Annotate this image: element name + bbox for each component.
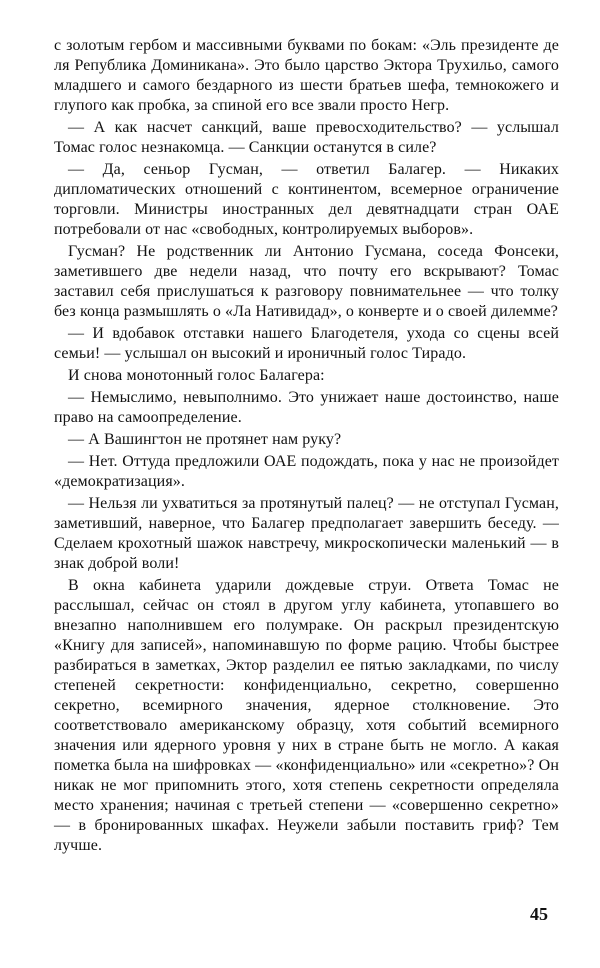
paragraph-6: И снова монотонный голос Балагера: (68, 367, 325, 384)
paragraph-3: — Да, сеньор Гусман, — ответил Балагер. — Никаких дипломатических отношений с континентом, всемерное ограничение торговли. Министры иностранных дел девятнадцати стран ОАЕ потребовали от нас «свободных, контролируемых выборов». (54, 161, 559, 238)
paragraph-7: — Немыслимо, невыполнимо. Это унижает наше достоинство, наше право на самоопределение. (54, 389, 559, 426)
paragraph-8: — А Вашингтон не протянет нам руку? (68, 431, 342, 448)
paragraph-5: — И вдобавок отставки нашего Благодетеля, ухода со сцены всей семьи! — услышал он высокий и ироничный голос Тирадо. (54, 325, 559, 362)
paragraph-11: В окна кабинета ударили дождевые струи. Ответа Томас не расслышал, сейчас он стоял в другом углу кабинета, утопавшего во внезапно наполнившем его полумраке. Он раскрыл президентскую «Книгу для записей», напоминавшую по форме рацию. Чтобы быстрее разбираться в заметках, Эктор разделил ее пятью закладками, по числу степеней секретности: конфиденциально, секретно, совершенно секретно, всемирного значения, ядерное столкновение. Это соответствовало американскому образцу, хотя событий всемирного значения или ядерного уровня у них в стране быть не могло. А какая пометка была на шифровках — «конфиденциально» или «секретно»? Он никак не мог припомнить этого, хотя степень секретности определяла место хранения; начиная с третьей степени — «совершенно секретно» — в бронированных шкафах. Неужели забыли поставить гриф? Тем лучше. (54, 577, 559, 854)
page-number: 45 (530, 904, 548, 924)
paragraph-2: — А как насчет санкций, ваше превосходительство? — услышал Томас голос незнакомца. — Санкции останутся в силе? (54, 119, 559, 156)
paragraph-9: — Нет. Оттуда предложили ОАЕ подождать, пока у нас не произойдет «демократизация». (54, 453, 559, 490)
body-text (54, 36, 559, 858)
paragraph-10: — Нельзя ли ухватиться за протянутый палец? — не отступал Гусман, заметивший, наверное, что Балагер предполагает завершить беседу. — Сделаем крохотный шажок навстречу, микроскопически маленький — в знак доброй воли! (54, 495, 559, 572)
paragraph-4: Гусман? Не родственник ли Антонио Гусмана, соседа Фонсеки, заметившего две недели назад, что почту его вскрывают? Томас заставил себя прислушаться к разговору повнимательнее — что толку без конца размышлять о «Ла Нативидад», о конверте и о своей дилемме? (54, 243, 559, 320)
paragraph-1: с золотым гербом и массивными буквами по бокам: «Эль президенте де ля Република Доминикана». Это было царство Эктора Трухильо, самого младшего и самого бездарного из шести братьев шефа, темнокожего и глупого как пробка, за спиной его все звали просто Негр. (54, 37, 559, 114)
